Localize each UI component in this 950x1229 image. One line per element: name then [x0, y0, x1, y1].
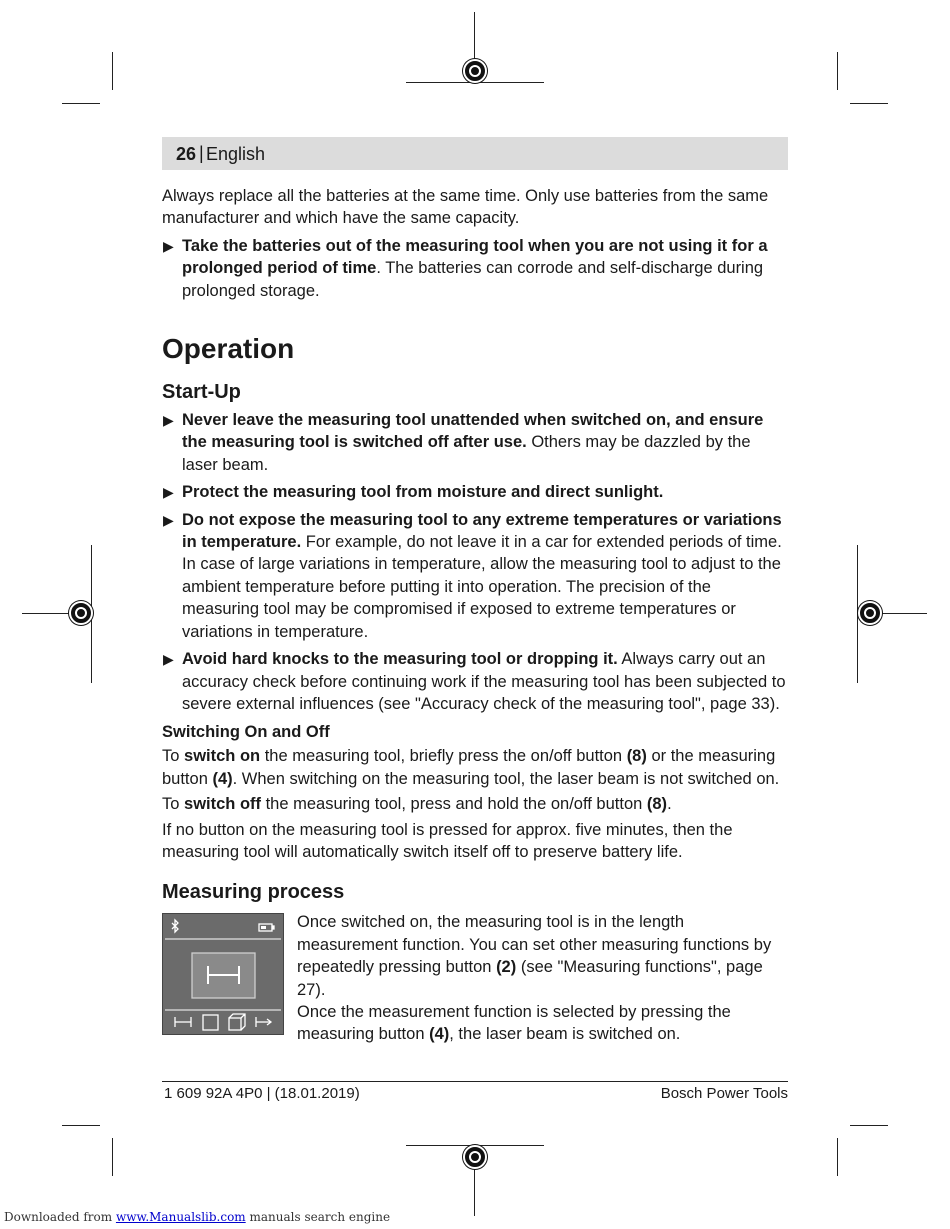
- subsection-title-switching: Switching On and Off: [162, 723, 330, 742]
- button-reference: (8): [646, 795, 668, 814]
- text-span: Once switched on, the measuring tool is in the length measurement function. You can set other measuring functions by repeatedly pressing button: [297, 913, 772, 977]
- auto-off-paragraph: If no button on the measuring tool is pressed for approx. five minutes, then the measuring tool will automatically switch itself off to preserve battery life.: [162, 820, 733, 861]
- button-reference: (4): [429, 1025, 450, 1044]
- volume-mode-icon: [229, 1014, 245, 1030]
- download-suffix: manuals search engine: [245, 1210, 391, 1224]
- batteries-warning: [162, 235, 788, 302]
- download-prefix: Downloaded from: [4, 1210, 116, 1224]
- warning-bold: Avoid hard knocks to the measuring tool or dropping it.: [182, 650, 618, 669]
- batteries-paragraph: Always replace all the batteries at the same time. Only use batteries from the same manufacturer and which have the same capacity.: [162, 187, 769, 228]
- text-span: To: [162, 747, 185, 766]
- manualslib-link[interactable]: www.Manualslib.com: [115, 1210, 246, 1224]
- text-span: (see "Measuring functions", page 27).: [297, 958, 763, 999]
- warning-bold: Take the batteries out of the measuring tool when you are not using it for a prolonged period of time: [182, 236, 768, 278]
- footer-document-id: 1 609 92A 4P0 | (18.01.2019): [164, 1085, 360, 1102]
- warning-bold: Never leave the measuring tool unattended when switched on, and ensure the measuring tool is switched off after use.: [182, 411, 764, 452]
- bullet-triangle-icon: ▶: [163, 412, 174, 429]
- button-reference: (4): [212, 769, 233, 788]
- warning-bold: Do not expose the measuring tool to any extreme temperatures or variations in temperature.: [182, 510, 782, 552]
- text-span: the measuring tool, press and hold the on/off button: [261, 795, 647, 814]
- crop-mark: [62, 103, 100, 104]
- crop-mark: [112, 1138, 113, 1176]
- page-number: 26: [176, 144, 197, 164]
- text-span: To: [162, 795, 185, 814]
- warning-text: For example, do not leave it in a car for extended periods of time. In case of large variations in temperature, allow the measuring tool to adjust to the ambient temperature before putting it into operation. The precision of the measuring tool may be compromised if exposed to extreme temperatures or variations in temperature.: [182, 533, 782, 641]
- display-screen-icon: [163, 914, 283, 1034]
- text-span: Once the measurement function is selected by pressing the measuring button: [297, 1002, 731, 1044]
- crop-mark: [837, 1138, 838, 1176]
- crop-mark: [62, 1125, 100, 1126]
- startup-bullet: [162, 409, 788, 476]
- subsection-title-measuring: Measuring process: [162, 881, 345, 904]
- registration-mark-icon: [463, 59, 487, 83]
- registration-mark-icon: [463, 1145, 487, 1169]
- warning-bold: Protect the measuring tool from moisture and direct sunlight.: [182, 483, 664, 502]
- measuring-paragraph-1: [297, 911, 788, 1001]
- switch-off-paragraph: [162, 793, 788, 815]
- crop-mark: [850, 103, 888, 104]
- text-span: the measuring tool, briefly press the on/off button: [260, 747, 627, 766]
- continuous-mode-icon: [256, 1017, 271, 1027]
- button-reference: (8): [626, 747, 647, 766]
- header-language: English: [206, 144, 266, 164]
- measuring-process-block: [162, 911, 788, 1045]
- switch-on-paragraph: [162, 745, 788, 790]
- footer-rule: [162, 1081, 788, 1082]
- crop-mark: [837, 52, 838, 90]
- device-display-illustration: [162, 913, 284, 1035]
- startup-bullet: [162, 509, 788, 643]
- startup-bullet: [162, 481, 788, 503]
- area-mode-icon: [203, 1015, 218, 1030]
- text-bold: switch off: [184, 795, 262, 814]
- warning-text: . The batteries can corrode and self-discharge during prolonged storage.: [182, 259, 764, 300]
- measuring-process-text: [297, 911, 788, 1045]
- text-bold: switch on: [184, 747, 261, 766]
- bullet-triangle-icon: ▶: [163, 484, 174, 501]
- page-content: [162, 185, 788, 1046]
- text-span: , the laser beam is switched on.: [449, 1025, 681, 1044]
- text-span: .: [667, 795, 672, 814]
- bullet-triangle-icon: ▶: [163, 237, 174, 254]
- measuring-paragraph-2: [297, 1001, 788, 1046]
- registration-mark-icon: [858, 601, 882, 625]
- warning-text: Others may be dazzled by the laser beam.: [182, 433, 751, 474]
- download-notice: [4, 1210, 390, 1224]
- warning-text: Always carry out an accuracy check before continuing work if the measuring tool has been subjected to severe external influences (see "Accuracy check of the measuring tool", page 33).: [182, 650, 786, 713]
- text-span: . When switching on the measuring tool, the laser beam is not switched on.: [232, 769, 780, 788]
- text-span: or the measuring button: [162, 747, 776, 788]
- startup-bullet: [162, 648, 788, 715]
- header-separator: |: [199, 143, 204, 163]
- button-reference: (2): [496, 958, 517, 977]
- length-mode-icon: [175, 1017, 191, 1027]
- crop-mark: [850, 1125, 888, 1126]
- section-title-operation: Operation: [162, 333, 295, 365]
- bullet-triangle-icon: ▶: [163, 651, 174, 668]
- subsection-title-startup: Start-Up: [162, 381, 241, 404]
- bluetooth-icon: [172, 920, 178, 932]
- footer-brand: Bosch Power Tools: [660, 1085, 788, 1102]
- registration-mark-icon: [69, 601, 93, 625]
- bullet-triangle-icon: ▶: [163, 511, 174, 528]
- crop-mark: [112, 52, 113, 90]
